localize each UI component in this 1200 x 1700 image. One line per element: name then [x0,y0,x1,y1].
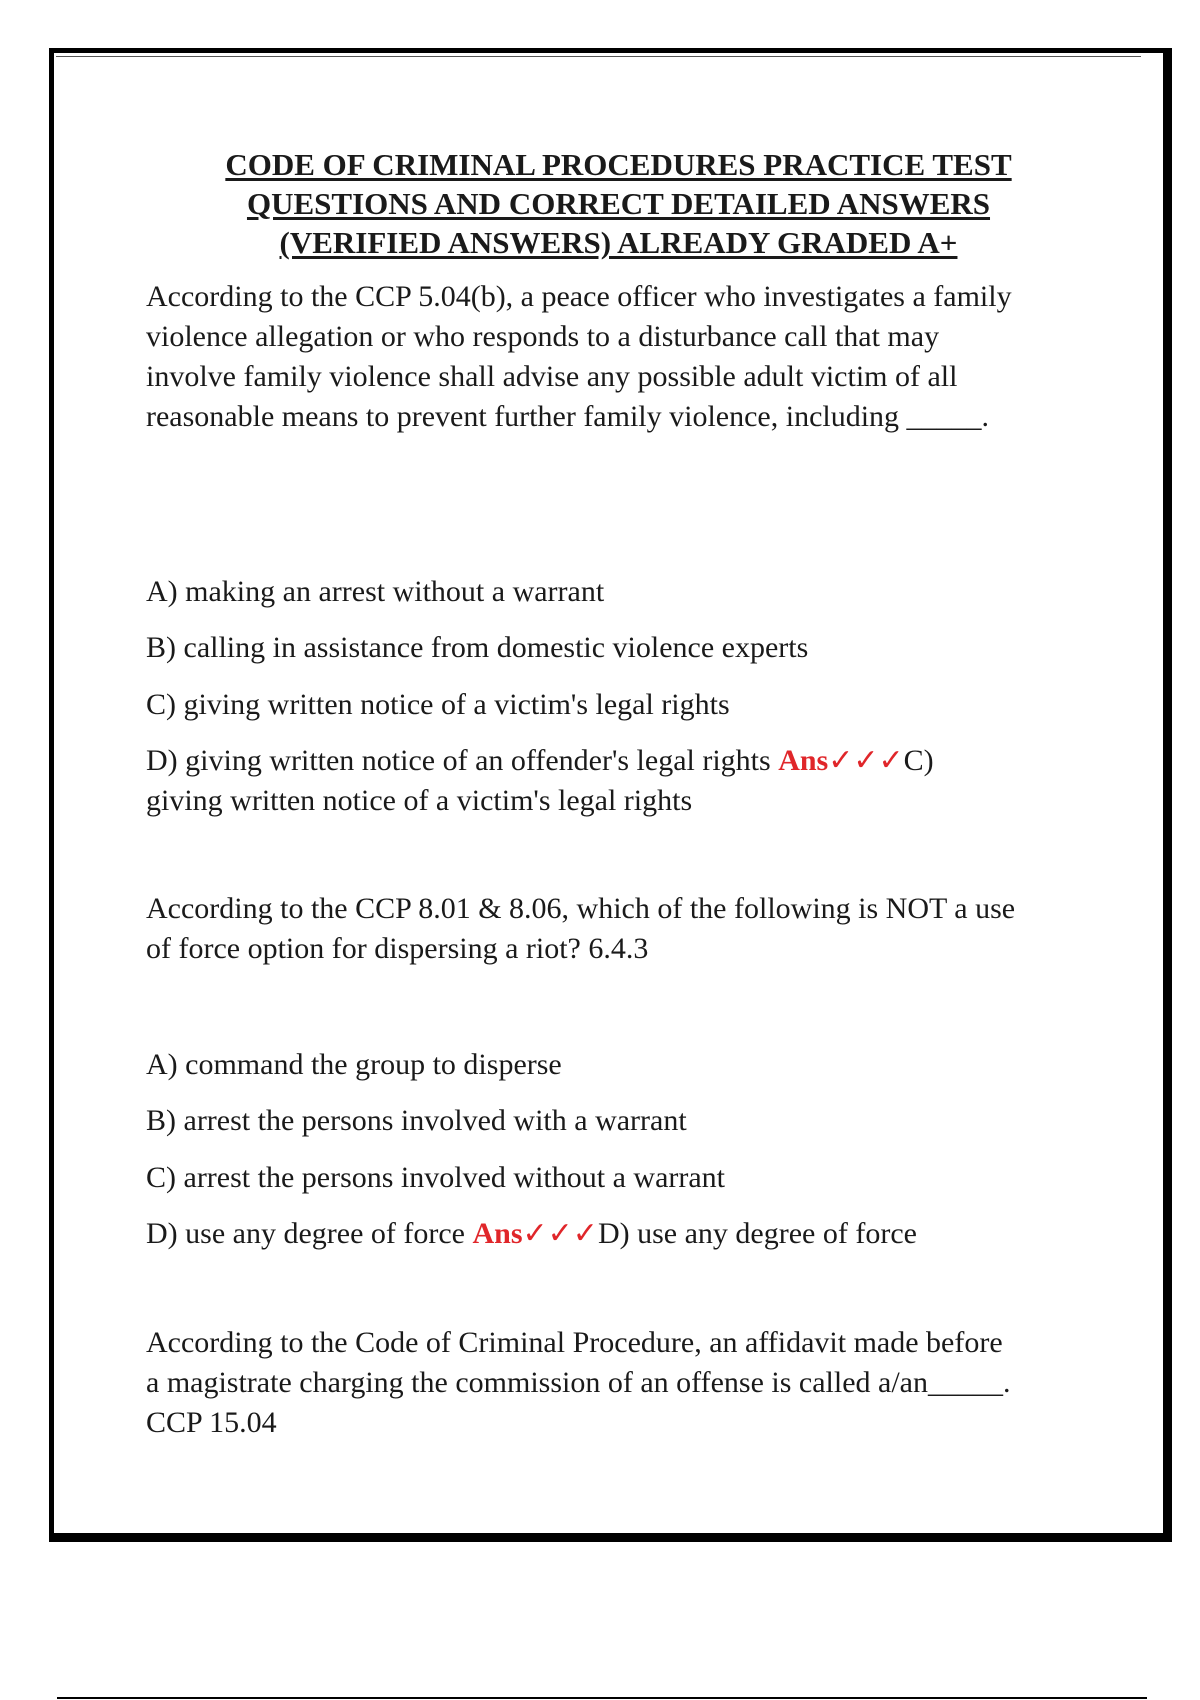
title-line-3: (VERIFIED ANSWERS) ALREADY GRADED A+ [279,225,958,260]
title-line-1: CODE OF CRIMINAL PROCEDURES PRACTICE TEST [225,147,1012,182]
option-a: A) command the group to disperse [146,1048,562,1081]
question-line: violence allegation or who responds to a disturbance call that may [146,320,940,353]
option-b: B) arrest the persons involved with a warrant [146,1104,687,1137]
question-line: involve family violence shall advise any possible adult victim of all [146,360,958,393]
option-d-with-answer [146,741,1091,821]
question-line: reasonable means to prevent further family violence, including _____. [146,400,990,433]
question-1 [146,277,1091,437]
question-line: According to the CCP 5.04(b), a peace officer who investigates a family [146,280,1012,313]
answer-text-continued: giving written notice of a victim's legal rights [146,784,693,817]
bottom-divider [57,1697,1147,1699]
answer-text: C) [903,744,934,777]
question-line: According to the CCP 8.01 & 8.06, which of the following is NOT a use [146,892,1016,925]
question-2 [146,889,1091,969]
question-line: CCP 15.04 [146,1406,277,1439]
title-line-2: QUESTIONS AND CORRECT DETAILED ANSWERS [246,186,991,221]
option-d-with-answer [146,1214,917,1254]
question-text [146,889,1091,969]
option-d: D) use any degree of force [146,1217,465,1250]
answer-label: Ans [778,744,829,777]
question-line: of force option for dispersing a riot? 6.4.3 [146,932,649,965]
question-text [146,277,1091,437]
checkmark-icon: ✓✓✓ [522,1217,598,1250]
option-a: A) making an arrest without a warrant [146,575,605,608]
option-c: C) arrest the persons involved without a warrant [146,1161,726,1194]
question-line: a magistrate charging the commission of an offense is called a/an_____. [146,1366,1011,1399]
checkmark-icon: ✓✓✓ [828,744,904,777]
option-b: B) calling in assistance from domestic violence experts [146,631,809,664]
question-line: According to the Code of Criminal Procedure, an affidavit made before [146,1326,1003,1359]
answer-text: D) use any degree of force [597,1217,917,1250]
question-3 [146,1323,1091,1443]
option-d: D) giving written notice of an offender's legal rights [146,744,771,777]
answer-label: Ans [472,1217,523,1250]
question-text [146,1323,1091,1443]
option-c: C) giving written notice of a victim's legal rights [146,688,730,721]
document-title [146,145,1091,262]
